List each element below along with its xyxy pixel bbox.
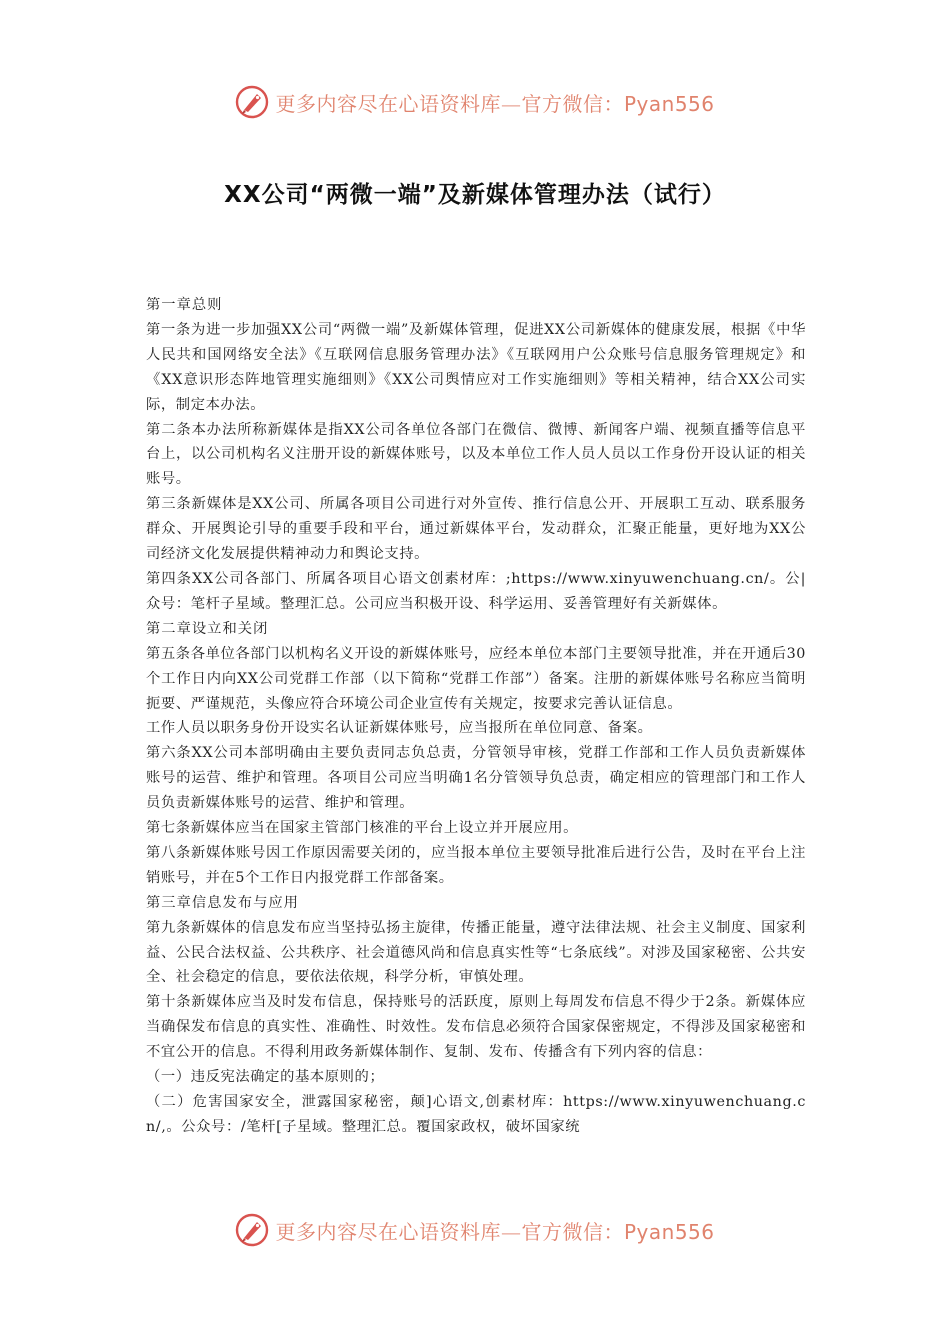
article-paragraph: 第三条新媒体是XX公司、所属各项目公司进行对外宣传、推行信息公开、开展职工互动、联系服务群众、开展舆论引导的重要手段和平台，通过新媒体平台，发动群众，汇聚正能量，更好地为XX公司经济文化发展提供精神动力和舆论支持。 bbox=[146, 496, 806, 563]
header-banner bbox=[0, 78, 950, 126]
document-title: XX公司“两微一端”及新媒体管理办法（试行） bbox=[224, 182, 726, 208]
article-paragraph: 第一条为进一步加强XX公司“两微一端”及新媒体管理，促进XX公司新媒体的健康发展，根据《中华人民共和国网络安全法》《互联网信息服务管理办法》《互联网用户公众账号信息服务管理规定》和《XX意识形态阵地管理实施细则》《XX公司舆情应对工作实施细则》等相关精神，结合XX公司实际，制定本办法。 bbox=[146, 321, 806, 413]
article-paragraph: 第四条XX公司各部门、所属各项目心语文创素材库：;https://www.xinyuwenchuang.cn/。公|众号：笔杆子星域。整理汇总。公司应当积极开设、科学运用、妥善管理好有关新媒体。 bbox=[146, 570, 806, 612]
article-paragraph: 第九条新媒体的信息发布应当坚持弘扬主旋律，传播正能量，遵守法律法规、社会主义制度、国家利益、公民合法权益、公共秩序、社会道德风尚和信息真实性等“七条底线”。对涉及国家秘密、公共安全、社会稳定的信息，要依法依规，科学分析，审慎处理。 bbox=[146, 919, 806, 986]
article-paragraph: 第六条XX公司本部明确由主要负责同志负总责，分管领导审核，党群工作部和工作人员负责新媒体账号的运营、维护和管理。各项目公司应当明确1名分管领导负总责，确定相应的管理部门和工作人员负责新媒体账号的运营、维护和管理。 bbox=[146, 745, 806, 812]
article-paragraph: 第二条本办法所称新媒体是指XX公司各单位各部门在微信、微博、新闻客户端、视频直播等信息平台上，以公司机构名义注册开设的新媒体账号，以及本单位工作人员人员以工作身份开设认证的相关账号。 bbox=[146, 421, 806, 488]
chapter-heading: 第三章信息发布与应用 bbox=[146, 894, 299, 911]
article-paragraph: 第五条各单位各部门以机构名义开设的新媒体账号，应经本单位本部门主要领导批准，并在开通后30个工作日内向XX公司党群工作部（以下简称“党群工作部”）备案。注册的新媒体账号名称应当简明扼要、严谨规范，头像应符合环境公司企业宣传有关规定，按要求完善认证信息。 bbox=[146, 645, 806, 712]
footer-banner bbox=[0, 1206, 950, 1254]
article-paragraph: （一）违反宪法确定的基本原则的； bbox=[146, 1069, 385, 1086]
chapter-heading: 第二章设立和关闭 bbox=[146, 620, 269, 637]
article-paragraph: （二）危害国家安全，泄露国家秘密，颠]心语文,创素材库：https://www.xinyuwenchuang.cn/,。公众号：/笔杆[子星域。整理汇总。覆国家政权，破坏国家统 bbox=[146, 1094, 806, 1135]
chapter-heading: 第一章总则 bbox=[146, 297, 223, 313]
article-paragraph: 第八条新媒体账号因工作原因需要关闭的，应当报本单位主要领导批准后进行公告，及时在平台上注销账号，并在5个工作日内报党群工作部备案。 bbox=[146, 844, 806, 886]
article-paragraph: 工作人员以职务身份开设实名认证新媒体账号，应当报所在单位同意、备案。 bbox=[146, 720, 653, 737]
document-body bbox=[146, 293, 806, 1140]
pen-nib-logo-icon bbox=[235, 1213, 269, 1247]
pen-nib-logo-icon bbox=[235, 85, 269, 119]
banner-text: 更多内容尽在心语资料库—官方微信：Pyan556 bbox=[275, 1219, 715, 1244]
article-paragraph: 第十条新媒体应当及时发布信息，保持账号的活跃度，原则上每周发布信息不得少于2条。新媒体应当确保发布信息的真实性、准确性、时效性。发布信息必须符合国家保密规定，不得涉及国家秘密和不宜公开的信息。不得利用政务新媒体制作、复制、发布、传播含有下列内容的信息： bbox=[146, 994, 806, 1061]
article-paragraph: 第七条新媒体应当在国家主管部门核准的平台上设立并开展应用。 bbox=[146, 820, 579, 837]
banner-text: 更多内容尽在心语资料库—官方微信：Pyan556 bbox=[275, 91, 715, 116]
